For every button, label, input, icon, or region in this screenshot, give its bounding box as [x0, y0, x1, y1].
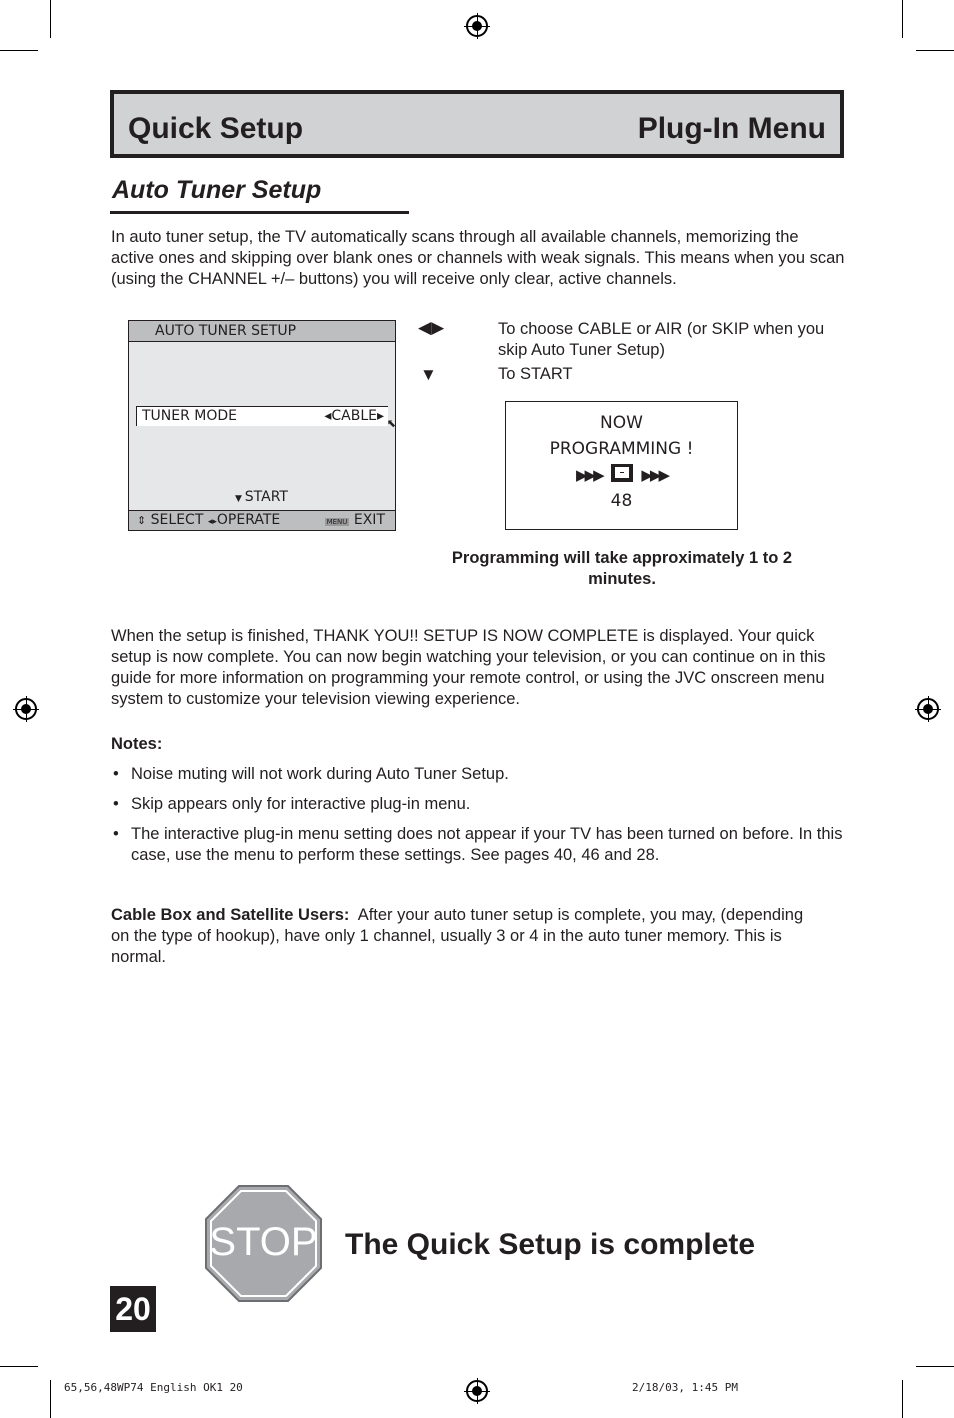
crop-mark — [0, 50, 38, 51]
crop-mark — [902, 1380, 903, 1418]
tv-menu-screen — [128, 320, 396, 531]
tuner-mode-value-text: CABLE — [331, 408, 377, 424]
notes-title: Notes: — [111, 735, 163, 753]
registration-mark-icon — [466, 15, 488, 37]
cursor-icon: ⬉ — [386, 417, 396, 430]
note-item: • Noise muting will not work during Auto Tuner Setup. — [113, 765, 509, 783]
title-underline — [110, 211, 409, 214]
menu-footer: ⇕ SELECT ◂▸OPERATE MENU EXIT — [129, 510, 395, 530]
page-header — [110, 90, 844, 158]
cable-title: Cable Box and Satellite Users: — [111, 906, 350, 924]
crop-mark — [902, 0, 903, 38]
menu-title: AUTO TUNER SETUP — [129, 321, 395, 342]
menu-key-icon: MENU — [326, 518, 348, 526]
programming-line2: PROGRAMMING ! — [549, 439, 694, 459]
programming-caption: Programming will take approximately 1 to 2 minutes. — [451, 549, 793, 588]
start-label: START — [244, 489, 288, 505]
progress-indicator: ▶▶▶ ▶▶▶ — [576, 466, 667, 484]
tv-icon — [611, 464, 633, 482]
channel-number: 48 — [610, 491, 633, 511]
print-footer-right: 2/18/03, 1:45 PM — [632, 1381, 738, 1394]
note-text: Skip appears only for interactive plug-in menu. — [131, 795, 471, 813]
registration-mark-icon — [466, 1380, 488, 1402]
notes-list — [111, 764, 846, 866]
tuner-mode-label: TUNER MODE — [142, 408, 238, 424]
tuner-mode-value: ◂CABLE▸ — [324, 408, 384, 424]
crop-mark — [916, 1366, 954, 1367]
note-item: • Skip appears only for interactive plug-in menu. — [113, 795, 471, 813]
tuner-mode-row[interactable] — [136, 406, 396, 430]
start-hint: ▼ START — [235, 489, 288, 505]
note-text: The interactive plug-in menu setting does not appear if your TV has been turned on before. In this case, use the menu to perform these settings. See pages 40, 46 and 28. — [131, 825, 843, 864]
exit-label: EXIT — [353, 512, 385, 528]
crop-mark — [50, 1380, 51, 1418]
cable-text: After your auto tuner setup is complete, you may, (depending on the type of hookup), have only 1 channel, usually 3 or 4 in the auto tuner memory. This is normal. — [111, 906, 804, 966]
note-item: • The interactive plug-in menu setting does not appear if your TV has been turned on before. In this case, use the menu to perform these settings. See pages 40, 46 and 28. — [113, 825, 843, 864]
key-description: To START — [498, 365, 573, 383]
crop-mark — [916, 50, 954, 51]
section-title: Auto Tuner Setup — [112, 176, 322, 204]
intro-paragraph: In auto tuner setup, the TV automatically scans through all available channels, memorizing the active ones and skipping over blank ones or channels with weak signals. This means when you scan (using the CHANNEL +/– buttons) you will receive only clear, active channels. — [111, 228, 845, 288]
registration-mark-icon — [917, 698, 939, 720]
left-right-arrows-icon: ◀▶ — [418, 318, 445, 337]
page-number: 20 — [110, 1286, 156, 1332]
print-footer-left: 65,56,48WP74 English OK1 20 — [64, 1381, 243, 1394]
operate-label: OPERATE — [216, 512, 281, 528]
stop-sign-text: STOP — [209, 1220, 318, 1264]
header-right: Plug-In Menu — [637, 112, 826, 145]
down-arrow-icon: ▼ — [420, 365, 437, 384]
header-left: Quick Setup — [128, 112, 304, 145]
finished-paragraph: When the setup is finished, THANK YOU!! SETUP IS NOW COMPLETE is displayed. Your quick setup is now complete. You can now begin watching your television, or you can continue on in this guide for more information on programming your remote control, or using the JVC onscreen menu system to customize your television viewing experience. — [111, 627, 826, 708]
cable-paragraph — [111, 905, 811, 968]
crop-mark — [50, 0, 51, 38]
programming-line1: NOW — [600, 413, 643, 433]
completion-heading: The Quick Setup is complete — [345, 1228, 756, 1261]
key-description: To choose CABLE or AIR (or SKIP when you skip Auto Tuner Setup) — [498, 320, 825, 359]
programming-screen — [505, 401, 738, 530]
select-label: SELECT — [150, 512, 204, 528]
registration-mark-icon — [15, 698, 37, 720]
crop-mark — [0, 1366, 38, 1367]
note-text: Noise muting will not work during Auto Tuner Setup. — [131, 765, 509, 783]
